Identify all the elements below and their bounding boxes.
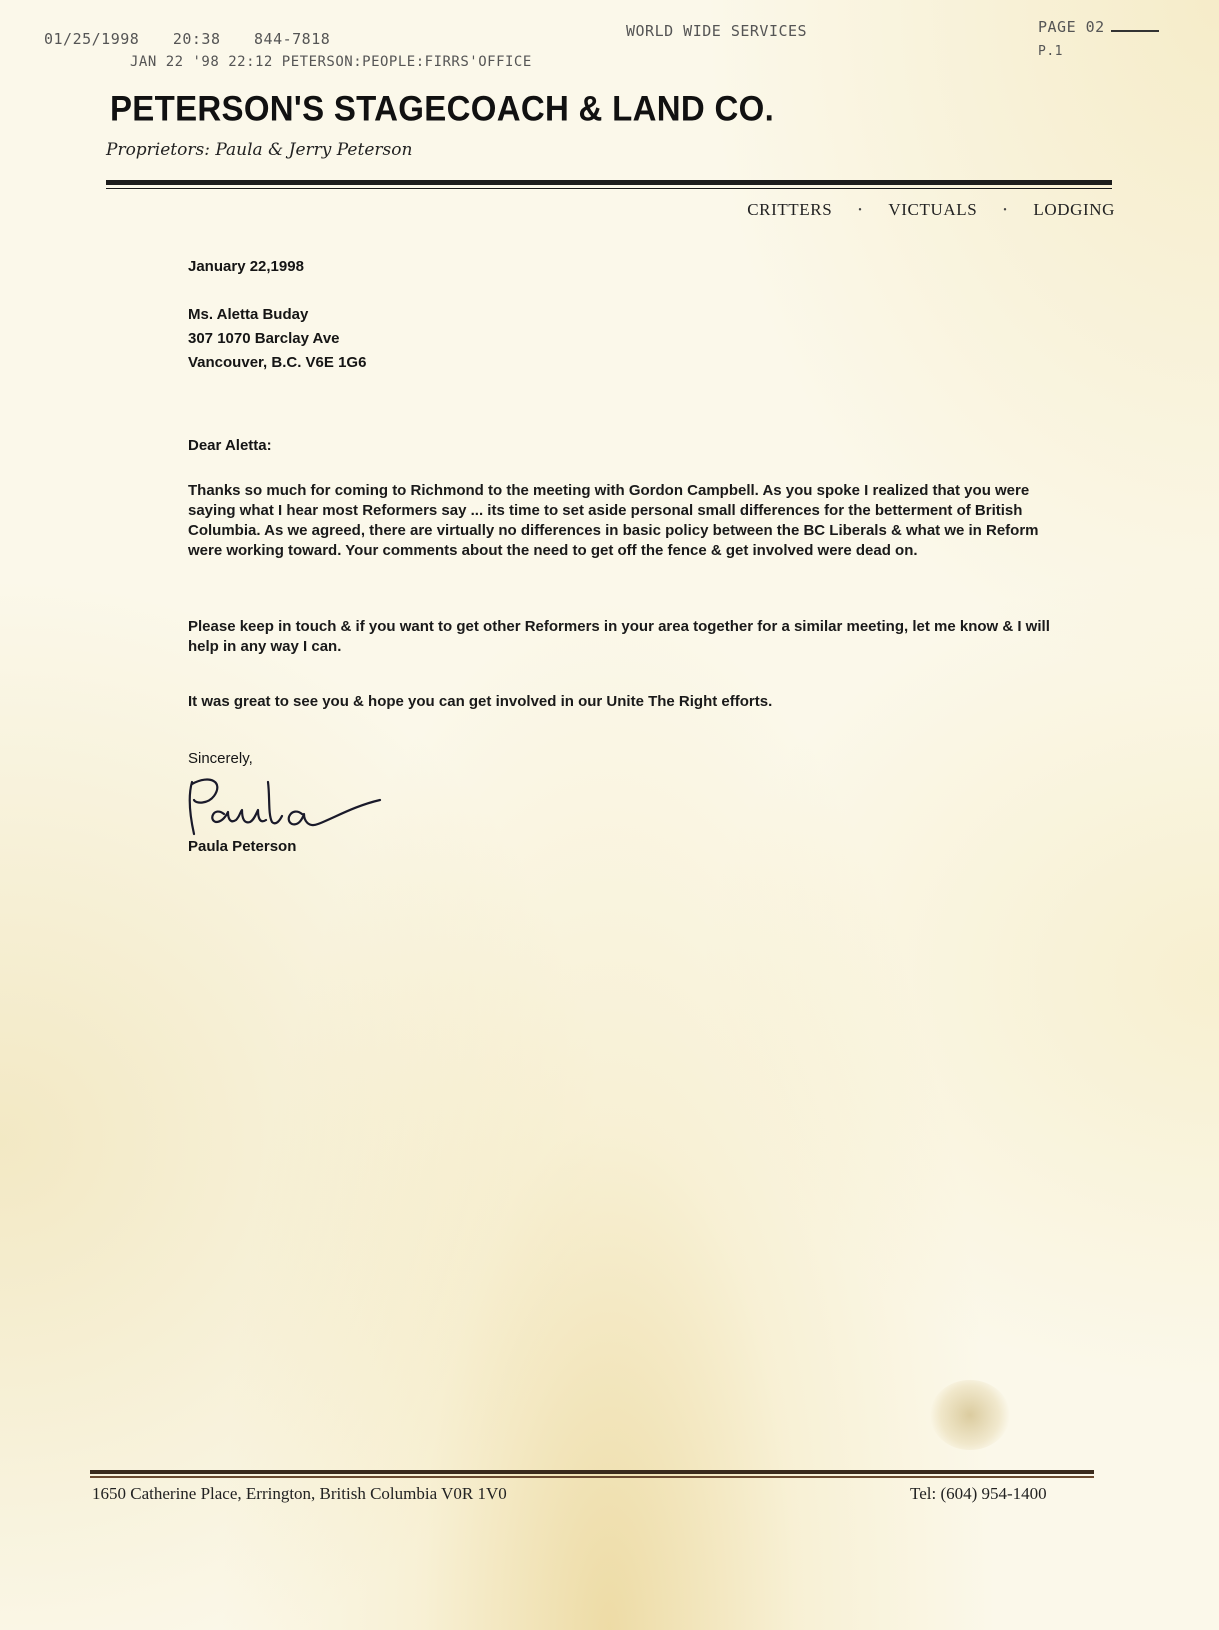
page-underline: [1111, 30, 1159, 32]
water-stain: [930, 1380, 1010, 1450]
fax-date: 01/25/1998: [44, 30, 140, 48]
letter-date: January 22,1998: [188, 258, 304, 275]
fax-time: 20:38: [172, 30, 221, 48]
signer-name: Paula Peterson: [188, 838, 297, 855]
recipient-city: Vancouver, B.C. V6E 1G6: [188, 354, 367, 371]
body-paragraph-3: It was great to see you & hope you can get involved in our Unite The Right efforts.: [188, 693, 773, 710]
footer-address: 1650 Catherine Place, Errington, British Columbia V0R 1V0: [92, 1484, 507, 1503]
body-paragraph-1: Thanks so much for coming to Richmond to the meeting with Gordon Campbell. As you spoke I realized that you were saying what I hear most Reformers say ... its time to set aside personal small differences for the betterment of British Columbia. As we agreed, there are virtually no differences in basic policy between the BC Liberals & what we in Reform were working toward. Your comments about the need to get off the fence & get involved were dead on.: [188, 482, 1039, 559]
fax-page-fraction: P.1: [1038, 44, 1063, 59]
fax-page-label: PAGE: [1038, 18, 1077, 36]
handwritten-signature: [184, 770, 404, 840]
footer-rule: [90, 1470, 1094, 1474]
recipient-name: Ms. Aletta Buday: [188, 306, 309, 323]
recipient-address: [188, 303, 366, 375]
fax-page-indicator: [1038, 18, 1159, 36]
service-critters: CRITTERS: [747, 200, 833, 219]
service-lodging: LODGING: [1033, 200, 1115, 219]
closing: Sincerely,: [188, 750, 253, 767]
recipient-street: 307 1070 Barclay Ave: [188, 330, 340, 347]
letterhead-rule-thin: [106, 188, 1112, 189]
letterhead-rule: [106, 180, 1112, 185]
bullet-icon: •: [1003, 204, 1008, 216]
bullet-icon: •: [858, 204, 863, 216]
fax-service: WORLD WIDE SERVICES: [626, 22, 808, 40]
body-paragraph-2: Please keep in touch & if you want to get other Reformers in your area together for a similar meeting, let me know & I will help in any way I can.: [188, 618, 1050, 655]
footer-telephone: Tel: (604) 954-1400: [910, 1484, 1047, 1503]
fax-page-number: 02: [1085, 18, 1105, 36]
fax-phone: 844-7818: [254, 30, 331, 48]
service-victuals: VICTUALS: [888, 200, 978, 219]
fax-header-line-2: JAN 22 '98 22:12 PETERSON:PEOPLE:FIRRS'OFFICE: [130, 54, 532, 70]
proprietors-line: Proprietors: Paula & Jerry Peterson: [106, 140, 413, 160]
fax-header-line-1: [44, 30, 354, 48]
company-name: PETERSON'S STAGECOACH & LAND CO.: [110, 88, 775, 128]
salutation: Dear Aletta:: [188, 437, 272, 454]
footer-rule-thin: [90, 1476, 1094, 1478]
services-list: [747, 200, 1115, 220]
